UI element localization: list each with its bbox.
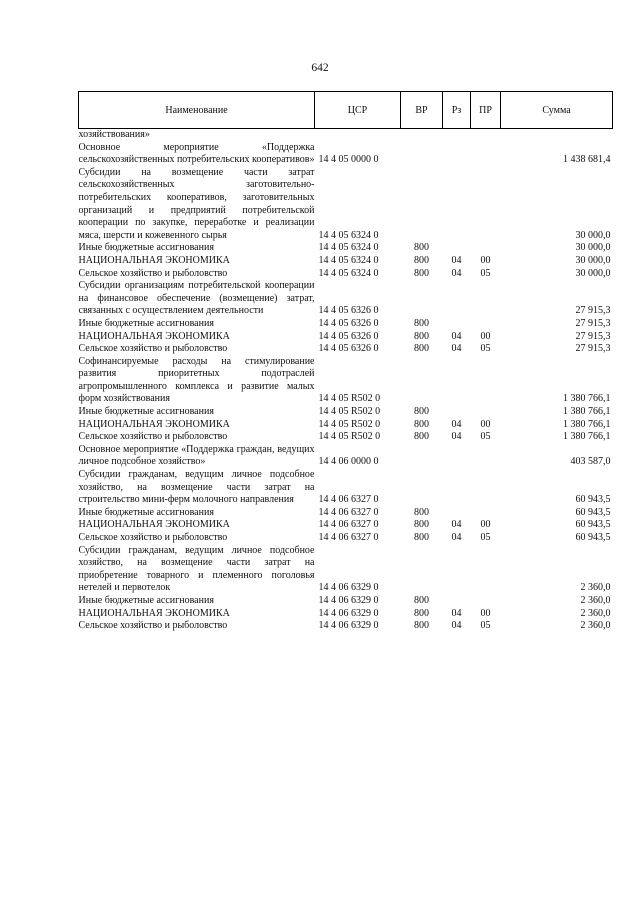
row-sum: 27 915,3	[575, 317, 611, 329]
row-csr: 14 4 06 6327 0	[318, 532, 379, 543]
row-vr: 800	[414, 607, 429, 619]
row-name: НАЦИОНАЛЬНАЯ ЭКОНОМИКА	[78, 418, 230, 430]
row-pr: 00	[480, 418, 491, 430]
table-body	[79, 129, 613, 633]
row-csr: 14 4 06 6329 0	[318, 607, 379, 619]
table-row	[79, 620, 613, 633]
row-pr	[471, 545, 501, 595]
row-name: Иные бюджетные ассигнования	[78, 406, 214, 418]
row-pr	[471, 469, 501, 507]
row-pr: 00	[480, 607, 491, 619]
header-name: Наименование	[79, 92, 315, 129]
row-csr: 14 4 05 6326 0	[318, 317, 379, 329]
row-rz	[443, 142, 471, 167]
row-csr: 14 4 05 6324 0	[318, 242, 379, 254]
row-rz	[443, 318, 471, 331]
table-row	[79, 545, 613, 595]
header-csr: ЦСР	[315, 92, 401, 129]
row-rz	[443, 280, 471, 318]
row-name: Иные бюджетные ассигнования	[78, 242, 214, 254]
row-name: Субсидии гражданам, ведущим личное подсобное хозяйство, на возмещение части затрат на приобретение товарного и племенного поголовья нетелей и первотелок	[78, 544, 315, 594]
row-sum: 60 943,5	[575, 494, 611, 506]
row-vr: 800	[414, 242, 429, 254]
row-pr	[471, 595, 501, 608]
row-csr: 14 4 05 6326 0	[318, 343, 379, 355]
row-csr: 14 4 06 6327 0	[318, 506, 379, 518]
row-sum: 30 000,0	[575, 229, 611, 241]
row-csr: 14 4 05 6324 0	[318, 267, 379, 279]
row-rz: 04	[451, 532, 462, 543]
row-vr: 800	[414, 519, 429, 531]
row-vr	[401, 469, 443, 507]
row-rz	[443, 242, 471, 255]
table-row	[79, 532, 613, 545]
row-name: Субсидии на возмещение части затрат сельскохозяйственных заготовительно-потребительских кооперативов, заготовительных организаций и предприятий потребительской кооперации по закупке, переработке и реализации мяса, шерсти и кожевенного сырья	[78, 166, 315, 241]
row-csr	[315, 129, 401, 142]
table-row	[79, 142, 613, 167]
row-rz: 04	[451, 519, 462, 531]
row-pr	[471, 142, 501, 167]
row-sum	[501, 129, 613, 142]
row-name: Сельское хозяйство и рыболовство	[78, 267, 228, 279]
row-sum: 1 380 766,1	[563, 393, 611, 405]
row-csr: 14 4 05 R502 0	[318, 406, 381, 418]
row-vr	[401, 167, 443, 243]
row-rz	[443, 406, 471, 419]
row-name: Иные бюджетные ассигнования	[78, 594, 214, 606]
row-csr: 14 4 05 0000 0	[318, 154, 379, 166]
row-csr: 14 4 05 6324 0	[318, 254, 379, 266]
row-sum: 30 000,0	[575, 267, 611, 279]
row-rz	[443, 507, 471, 520]
row-sum: 2 360,0	[580, 607, 611, 619]
table-row	[79, 242, 613, 255]
table-row	[79, 129, 613, 142]
row-csr: 14 4 05 R502 0	[318, 393, 381, 405]
row-rz	[443, 469, 471, 507]
row-csr: 14 4 06 6327 0	[318, 494, 379, 506]
row-sum: 27 915,3	[575, 330, 611, 342]
row-vr: 800	[414, 431, 429, 443]
row-name: Софинансируемые расходы на стимулирование развития приоритетных подотраслей агропромышленного комплекса и развитие малых форм хозяйствования	[78, 355, 315, 405]
row-csr: 14 4 05 6326 0	[318, 330, 379, 342]
row-pr: 05	[480, 431, 491, 443]
header-vr: ВР	[401, 92, 443, 129]
row-vr: 800	[414, 330, 429, 342]
row-sum: 27 915,3	[575, 305, 611, 317]
row-name: Сельское хозяйство и рыболовство	[78, 343, 228, 355]
row-sum: 2 360,0	[580, 582, 611, 594]
row-pr	[471, 406, 501, 419]
row-rz	[443, 545, 471, 595]
row-pr	[471, 507, 501, 520]
row-vr: 800	[414, 343, 429, 355]
row-rz: 04	[451, 254, 462, 266]
row-csr: 14 4 06 6327 0	[318, 519, 379, 531]
row-pr	[471, 318, 501, 331]
row-sum: 2 360,0	[580, 620, 611, 632]
table-row	[79, 608, 613, 621]
row-rz: 04	[451, 431, 462, 443]
row-name: Основное мероприятие «Поддержка граждан, ведущих личное подсобное хозяйство»	[78, 443, 315, 468]
row-rz	[443, 444, 471, 469]
row-sum: 1 380 766,1	[563, 418, 611, 430]
row-name: НАЦИОНАЛЬНАЯ ЭКОНОМИКА	[78, 607, 230, 619]
row-name: хозяйствования»	[78, 129, 150, 140]
row-name: НАЦИОНАЛЬНАЯ ЭКОНОМИКА	[78, 254, 230, 266]
row-rz: 04	[451, 620, 462, 632]
row-csr: 14 4 06 0000 0	[318, 456, 379, 468]
page-number: 642	[311, 62, 329, 74]
row-vr: 800	[414, 532, 429, 543]
row-vr	[401, 142, 443, 167]
table-row	[79, 280, 613, 318]
row-vr: 800	[414, 418, 429, 430]
row-name: Сельское хозяйство и рыболовство	[78, 620, 228, 632]
row-name: Основное мероприятие «Поддержка сельскохозяйственных потребительских кооперативов»	[78, 141, 315, 166]
row-sum: 30 000,0	[575, 242, 611, 254]
row-rz: 04	[451, 267, 462, 279]
row-sum: 60 943,5	[575, 519, 611, 531]
header-pr: ПР	[471, 92, 501, 129]
row-pr	[471, 129, 501, 142]
budget-table	[78, 91, 613, 633]
row-pr	[471, 242, 501, 255]
table-header-row	[79, 92, 613, 129]
row-sum: 2 360,0	[580, 594, 611, 606]
table-row	[79, 444, 613, 469]
row-csr: 14 4 05 6324 0	[318, 229, 379, 241]
row-pr: 00	[480, 519, 491, 531]
row-sum: 403 587,0	[570, 456, 611, 468]
table-row	[79, 343, 613, 356]
row-csr: 14 4 06 6329 0	[318, 594, 379, 606]
table-row	[79, 268, 613, 281]
table-row	[79, 331, 613, 344]
row-rz: 04	[451, 343, 462, 355]
row-vr	[401, 444, 443, 469]
row-vr: 800	[414, 317, 429, 329]
row-csr: 14 4 05 R502 0	[318, 418, 381, 430]
row-sum: 1 380 766,1	[563, 431, 611, 443]
row-csr: 14 4 06 6329 0	[318, 582, 379, 594]
row-name: НАЦИОНАЛЬНАЯ ЭКОНОМИКА	[78, 330, 230, 342]
row-vr: 800	[414, 254, 429, 266]
table-row	[79, 469, 613, 507]
header-rz: Рз	[443, 92, 471, 129]
row-sum: 60 943,5	[575, 506, 611, 518]
row-vr: 800	[414, 267, 429, 279]
row-rz	[443, 167, 471, 243]
row-name: Иные бюджетные ассигнования	[78, 506, 214, 518]
row-rz	[443, 129, 471, 142]
row-sum: 30 000,0	[575, 254, 611, 266]
row-rz: 04	[451, 418, 462, 430]
row-vr	[401, 280, 443, 318]
header-sum: Сумма	[501, 92, 613, 129]
row-name: НАЦИОНАЛЬНАЯ ЭКОНОМИКА	[78, 519, 230, 531]
row-sum: 1 438 681,4	[563, 154, 611, 166]
row-csr: 14 4 05 R502 0	[318, 431, 381, 443]
row-vr: 800	[414, 406, 429, 418]
row-pr	[471, 280, 501, 318]
row-pr	[471, 444, 501, 469]
table-row	[79, 507, 613, 520]
row-pr: 05	[480, 620, 491, 632]
table-row	[79, 419, 613, 432]
row-name: Сельское хозяйство и рыболовство	[78, 532, 228, 543]
row-vr	[401, 356, 443, 406]
row-pr: 05	[480, 343, 491, 355]
row-rz: 04	[451, 607, 462, 619]
row-rz	[443, 595, 471, 608]
row-pr: 05	[480, 267, 491, 279]
table-row	[79, 255, 613, 268]
row-pr: 05	[480, 532, 491, 543]
row-csr: 14 4 05 6326 0	[318, 305, 379, 317]
table-row	[79, 356, 613, 406]
row-name: Субсидии организациям потребительской кооперации на финансовое обеспечение (возмещение) затрат, связанных с осуществлением деятельности	[78, 280, 315, 317]
table-row	[79, 519, 613, 532]
row-name: Субсидии гражданам, ведущим личное подсобное хозяйство, на возмещение части затрат на строительство мини-ферм молочного направления	[78, 469, 315, 506]
row-pr	[471, 356, 501, 406]
row-sum: 60 943,5	[575, 532, 611, 543]
table-row	[79, 595, 613, 608]
row-vr: 800	[414, 594, 429, 606]
row-rz: 04	[451, 330, 462, 342]
table-row	[79, 431, 613, 444]
row-pr: 00	[480, 330, 491, 342]
row-vr	[401, 545, 443, 595]
row-vr	[401, 129, 443, 142]
row-rz	[443, 356, 471, 406]
row-name: Сельское хозяйство и рыболовство	[78, 431, 228, 443]
row-vr: 800	[414, 506, 429, 518]
row-pr: 00	[480, 254, 491, 266]
row-name: Иные бюджетные ассигнования	[78, 317, 214, 329]
table-row	[79, 406, 613, 419]
row-sum: 27 915,3	[575, 343, 611, 355]
row-pr	[471, 167, 501, 243]
row-csr: 14 4 06 6329 0	[318, 620, 379, 632]
row-vr: 800	[414, 620, 429, 632]
table-row	[79, 167, 613, 243]
row-sum: 1 380 766,1	[563, 406, 611, 418]
table-row	[79, 318, 613, 331]
